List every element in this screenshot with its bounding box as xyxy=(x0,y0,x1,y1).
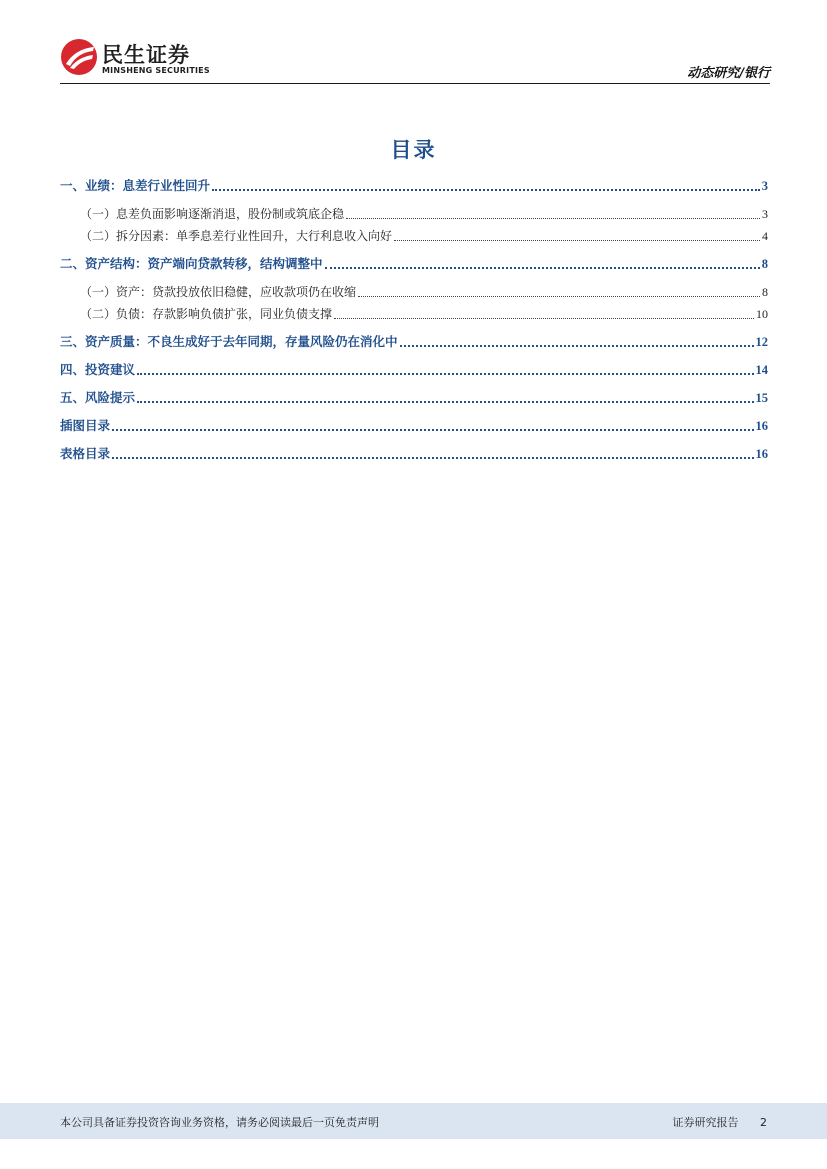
report-section-label: 动态研究/银行 xyxy=(687,66,770,81)
page-header xyxy=(60,38,770,82)
toc-leader-dots xyxy=(394,239,760,241)
toc-entry-page: 8 xyxy=(762,285,768,299)
toc-entry-page: 4 xyxy=(762,229,768,243)
logo-text-english: MINSHENG SECURITIES xyxy=(102,66,210,75)
toc-leader-dots xyxy=(325,266,760,269)
page-footer xyxy=(0,1103,827,1139)
toc-entry[interactable] xyxy=(60,416,768,436)
logo-emblem-icon xyxy=(60,38,98,76)
toc-leader-dots xyxy=(346,217,760,219)
toc-entry-text: 表格目录 xyxy=(60,446,111,461)
toc-leader-dots xyxy=(358,295,760,297)
toc-entry-text: （二）负债：存款影响负债扩张，同业负债支撑 xyxy=(80,307,333,321)
toc-entry-text: （一）资产：贷款投放依旧稳健，应收款项仍在收缩 xyxy=(80,285,357,299)
toc-entry[interactable] xyxy=(60,360,768,380)
footer-page-number: 2 xyxy=(760,1116,767,1129)
toc-entry-page: 12 xyxy=(755,335,768,349)
toc-entry-text: 插图目录 xyxy=(60,418,111,433)
toc-entry-page: 8 xyxy=(761,257,768,271)
toc-leader-dots xyxy=(212,188,760,191)
toc-entry[interactable] xyxy=(60,226,768,246)
toc-entry-text: 三、资产质量：不良生成好于去年同期，存量风险仍在消化中 xyxy=(60,334,398,349)
toc-entry-text: 一、业绩：息差行业性回升 xyxy=(60,178,211,193)
toc-entry-text: 五、风险提示 xyxy=(60,390,136,405)
toc-title: 目录 xyxy=(390,137,437,162)
toc-leader-dots xyxy=(112,428,753,431)
toc-leader-dots xyxy=(400,344,754,347)
toc-entry-text: 二、资产结构：资产端向贷款转移，结构调整中 xyxy=(60,256,323,271)
toc-leader-dots xyxy=(112,456,753,459)
toc-entry-page: 15 xyxy=(755,391,768,405)
footer-meta xyxy=(673,1114,768,1130)
toc-entry[interactable] xyxy=(60,444,768,464)
toc-entry-text: （二）拆分因素：单季息差行业性回升，大行利息收入向好 xyxy=(80,229,393,243)
footer-disclaimer: 本公司具备证券投资咨询业务资格，请务必阅读最后一页免责声明 xyxy=(60,1116,379,1129)
toc-entry[interactable] xyxy=(60,254,768,274)
toc-entry-page: 3 xyxy=(762,207,768,221)
company-logo xyxy=(60,38,220,78)
toc-leader-dots xyxy=(334,317,754,319)
toc-leader-dots xyxy=(137,372,753,375)
toc-entry-page: 16 xyxy=(755,447,768,461)
toc-entry[interactable] xyxy=(60,304,768,324)
toc-entry-page: 3 xyxy=(761,179,768,193)
header-divider xyxy=(60,83,770,84)
toc-entry[interactable] xyxy=(60,332,768,352)
toc-entry[interactable] xyxy=(60,204,768,224)
toc-entry-text: （一）息差负面影响逐渐消退，股份制或筑底企稳 xyxy=(80,207,345,221)
toc-entry[interactable] xyxy=(60,388,768,408)
logo-text-chinese: 民生证券 xyxy=(102,43,190,67)
toc-entry-text: 四、投资建议 xyxy=(60,362,136,377)
toc-entry-page: 16 xyxy=(755,419,768,433)
toc-entry-page: 14 xyxy=(755,363,768,377)
toc-entry-page: 10 xyxy=(756,307,768,321)
toc-leader-dots xyxy=(137,400,753,403)
footer-report-type: 证券研究报告 xyxy=(672,1116,739,1129)
toc-entry[interactable] xyxy=(60,176,768,196)
toc-entry[interactable] xyxy=(60,282,768,302)
